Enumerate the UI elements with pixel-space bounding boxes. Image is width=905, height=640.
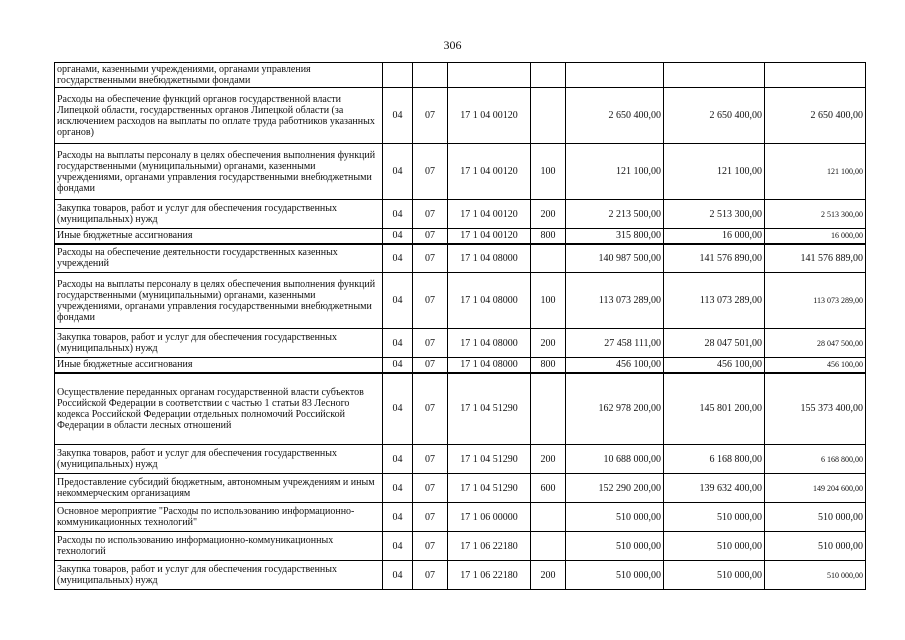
cell-subsection: 07 (413, 329, 448, 358)
cell-amount-year2: 28 047 501,00 (664, 329, 765, 358)
cell-name: Закупка товаров, работ и услуг для обеспечения государственных (муниципальных) нужд (55, 445, 383, 474)
cell-expense-type: 100 (531, 144, 566, 200)
cell-expense-type: 800 (531, 358, 566, 373)
cell-expense-type (531, 63, 566, 88)
cell-amount-year3: 141 576 889,00 (765, 244, 866, 273)
cell-target-code: 17 1 04 51290 (448, 445, 531, 474)
cell-target-code (448, 63, 531, 88)
cell-name: Основное мероприятие "Расходы по использованию информационно-коммуникационных технологий" (55, 503, 383, 532)
cell-section: 04 (383, 229, 413, 244)
cell-amount-year2: 16 000,00 (664, 229, 765, 244)
cell-amount-year3: 121 100,00 (765, 144, 866, 200)
cell-section: 04 (383, 474, 413, 503)
cell-expense-type: 800 (531, 229, 566, 244)
cell-subsection: 07 (413, 244, 448, 273)
cell-name: Расходы на выплаты персоналу в целях обеспечения выполнения функций государственными (муниципальными) органами, казенными учреждениями, органами управления государственными внебюджетными фондами (55, 273, 383, 329)
cell-target-code: 17 1 04 08000 (448, 273, 531, 329)
cell-subsection: 07 (413, 532, 448, 561)
cell-name: Расходы на обеспечение деятельности государственных казенных учреждений (55, 244, 383, 273)
cell-amount-year2: 121 100,00 (664, 144, 765, 200)
cell-subsection: 07 (413, 373, 448, 445)
cell-name: органами, казенными учреждениями, органами управления государственными внебюджетными фондами (55, 63, 383, 88)
cell-section: 04 (383, 445, 413, 474)
cell-amount-year1: 2 650 400,00 (566, 88, 664, 144)
cell-amount-year3: 2 513 300,00 (765, 200, 866, 229)
cell-amount-year3: 2 650 400,00 (765, 88, 866, 144)
cell-subsection: 07 (413, 88, 448, 144)
table-row (55, 373, 866, 445)
cell-amount-year3: 6 168 800,00 (765, 445, 866, 474)
cell-amount-year1: 140 987 500,00 (566, 244, 664, 273)
cell-amount-year2: 145 801 200,00 (664, 373, 765, 445)
cell-section: 04 (383, 358, 413, 373)
table-row (55, 144, 866, 200)
cell-section: 04 (383, 373, 413, 445)
cell-subsection: 07 (413, 200, 448, 229)
cell-target-code: 17 1 04 08000 (448, 244, 531, 273)
cell-amount-year2: 456 100,00 (664, 358, 765, 373)
cell-section (383, 63, 413, 88)
cell-section: 04 (383, 503, 413, 532)
cell-expense-type (531, 532, 566, 561)
cell-amount-year2: 510 000,00 (664, 532, 765, 561)
table-row (55, 63, 866, 88)
table-row (55, 273, 866, 329)
cell-amount-year2: 510 000,00 (664, 561, 765, 590)
cell-expense-type: 100 (531, 273, 566, 329)
cell-expense-type (531, 88, 566, 144)
cell-amount-year1: 162 978 200,00 (566, 373, 664, 445)
cell-target-code: 17 1 04 08000 (448, 329, 531, 358)
cell-amount-year1 (566, 63, 664, 88)
cell-target-code: 17 1 06 00000 (448, 503, 531, 532)
cell-target-code: 17 1 04 00120 (448, 144, 531, 200)
cell-amount-year2: 113 073 289,00 (664, 273, 765, 329)
cell-name: Расходы на обеспечение функций органов государственной власти Липецкой области, государственных органов Липецкой области (за исключением расходов на выплаты по оплате труда работников указанных органов) (55, 88, 383, 144)
cell-subsection: 07 (413, 358, 448, 373)
cell-amount-year2: 141 576 890,00 (664, 244, 765, 273)
cell-amount-year3: 155 373 400,00 (765, 373, 866, 445)
cell-expense-type: 600 (531, 474, 566, 503)
cell-amount-year1: 315 800,00 (566, 229, 664, 244)
cell-target-code: 17 1 06 22180 (448, 561, 531, 590)
cell-target-code: 17 1 04 00120 (448, 200, 531, 229)
cell-target-code: 17 1 04 51290 (448, 373, 531, 445)
table-row (55, 474, 866, 503)
cell-expense-type: 200 (531, 445, 566, 474)
cell-subsection: 07 (413, 474, 448, 503)
cell-section: 04 (383, 200, 413, 229)
cell-name: Иные бюджетные ассигнования (55, 358, 383, 373)
cell-target-code: 17 1 04 00120 (448, 88, 531, 144)
cell-subsection (413, 63, 448, 88)
cell-amount-year1: 2 213 500,00 (566, 200, 664, 229)
cell-target-code: 17 1 04 00120 (448, 229, 531, 244)
cell-amount-year1: 121 100,00 (566, 144, 664, 200)
cell-target-code: 17 1 04 51290 (448, 474, 531, 503)
cell-amount-year3: 510 000,00 (765, 532, 866, 561)
cell-amount-year2: 2 513 300,00 (664, 200, 765, 229)
cell-amount-year1: 510 000,00 (566, 561, 664, 590)
table-row (55, 229, 866, 244)
cell-name: Расходы на выплаты персоналу в целях обеспечения выполнения функций государственными (муниципальными) органами, казенными учреждениями, органами управления государственными внебюджетными фондами (55, 144, 383, 200)
cell-section: 04 (383, 244, 413, 273)
cell-subsection: 07 (413, 503, 448, 532)
cell-name: Расходы по использованию информационно-коммуникационных технологий (55, 532, 383, 561)
cell-amount-year3 (765, 63, 866, 88)
table-row (55, 561, 866, 590)
cell-expense-type: 200 (531, 561, 566, 590)
cell-section: 04 (383, 329, 413, 358)
cell-expense-type: 200 (531, 200, 566, 229)
cell-target-code: 17 1 06 22180 (448, 532, 531, 561)
cell-amount-year3: 510 000,00 (765, 561, 866, 590)
cell-amount-year1: 456 100,00 (566, 358, 664, 373)
cell-expense-type (531, 244, 566, 273)
table-row (55, 358, 866, 373)
cell-section: 04 (383, 561, 413, 590)
cell-name: Закупка товаров, работ и услуг для обеспечения государственных (муниципальных) нужд (55, 561, 383, 590)
cell-amount-year1: 152 290 200,00 (566, 474, 664, 503)
cell-name: Закупка товаров, работ и услуг для обеспечения государственных (муниципальных) нужд (55, 329, 383, 358)
table-row (55, 200, 866, 229)
cell-subsection: 07 (413, 445, 448, 474)
cell-amount-year3: 16 000,00 (765, 229, 866, 244)
table-body (55, 63, 866, 590)
cell-amount-year2: 2 650 400,00 (664, 88, 765, 144)
cell-amount-year1: 510 000,00 (566, 503, 664, 532)
cell-expense-type (531, 373, 566, 445)
cell-amount-year2: 510 000,00 (664, 503, 765, 532)
cell-amount-year2: 6 168 800,00 (664, 445, 765, 474)
cell-section: 04 (383, 273, 413, 329)
page-number: 306 (443, 38, 462, 52)
table-row (55, 445, 866, 474)
cell-expense-type (531, 503, 566, 532)
cell-subsection: 07 (413, 273, 448, 329)
cell-amount-year1: 27 458 111,00 (566, 329, 664, 358)
cell-subsection: 07 (413, 144, 448, 200)
cell-name: Осуществление переданных органам государственной власти субъектов Российской Федерации в соответствии с частью 1 статьи 83 Лесного кодекса Российской Федерации отдельных полномочий Российской Федерации в области лесных отношений (55, 373, 383, 445)
cell-amount-year3: 149 204 600,00 (765, 474, 866, 503)
table-row (55, 532, 866, 561)
table-row (55, 503, 866, 532)
table-row (55, 244, 866, 273)
cell-section: 04 (383, 532, 413, 561)
cell-target-code: 17 1 04 08000 (448, 358, 531, 373)
cell-subsection: 07 (413, 229, 448, 244)
table-row (55, 329, 866, 358)
cell-amount-year1: 113 073 289,00 (566, 273, 664, 329)
cell-amount-year3: 456 100,00 (765, 358, 866, 373)
cell-name: Иные бюджетные ассигнования (55, 229, 383, 244)
cell-amount-year3: 113 073 289,00 (765, 273, 866, 329)
cell-amount-year1: 10 688 000,00 (566, 445, 664, 474)
cell-subsection: 07 (413, 561, 448, 590)
cell-amount-year2 (664, 63, 765, 88)
cell-section: 04 (383, 144, 413, 200)
cell-amount-year2: 139 632 400,00 (664, 474, 765, 503)
budget-table (54, 62, 866, 590)
cell-section: 04 (383, 88, 413, 144)
cell-name: Закупка товаров, работ и услуг для обеспечения государственных (муниципальных) нужд (55, 200, 383, 229)
cell-amount-year1: 510 000,00 (566, 532, 664, 561)
cell-amount-year3: 28 047 500,00 (765, 329, 866, 358)
cell-name: Предоставление субсидий бюджетным, автономным учреждениям и иным некоммерческим организациям (55, 474, 383, 503)
cell-amount-year3: 510 000,00 (765, 503, 866, 532)
cell-expense-type: 200 (531, 329, 566, 358)
table-row (55, 88, 866, 144)
